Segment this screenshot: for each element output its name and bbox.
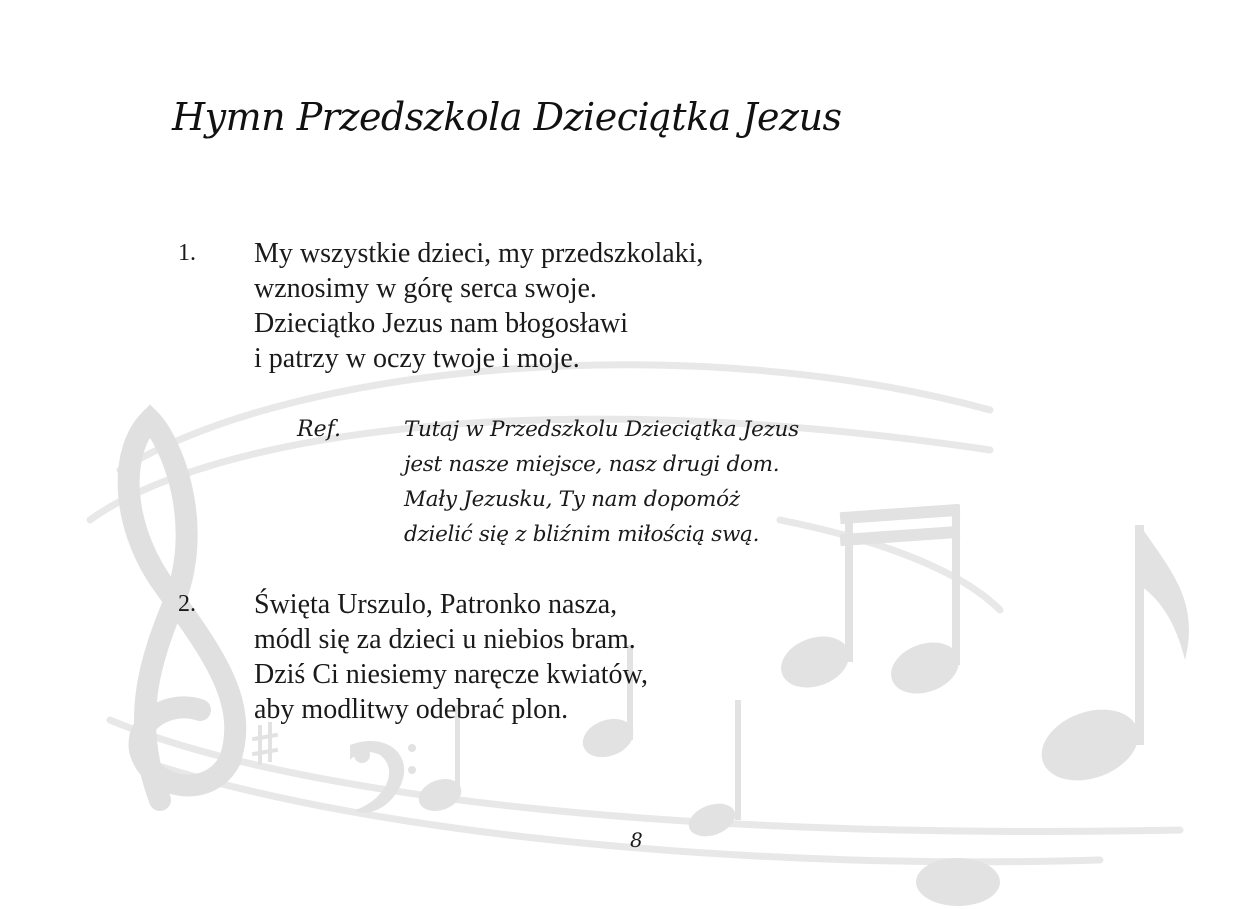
verse-line: My wszystkie dzieci, my przedszkolaki, [254,238,704,269]
refrain-line: jest nasze miejsce, nasz drugi dom. [404,452,780,477]
page-number: 8 [630,828,643,852]
refrain-lines [404,412,799,552]
verse-number: 2. [178,591,196,617]
verse-number: 1. [178,240,196,266]
refrain-line: Mały Jezusku, Ty nam dopomóż [404,487,740,512]
refrain-line: Tutaj w Przedszkolu Dzieciątka Jezus [404,417,799,442]
verse-lines [254,587,648,727]
verse-line: i patrzy w oczy twoje i moje. [254,343,580,374]
verse-line: Dziś Ci niesiemy naręcze kwiatów, [254,659,648,690]
page-title: Hymn Przedszkola Dzieciątka Jezus [172,95,842,139]
refrain-line: dzielić się z bliźnim miłością swą. [404,522,760,547]
refrain-label: Ref. [297,417,341,442]
verse-line: módl się za dzieci u niebios bram. [254,624,636,655]
verse-lines [254,236,703,376]
verse-line: Dzieciątko Jezus nam błogosławi [254,308,629,339]
verse-line: Święta Urszulo, Patronko nasza, [254,589,618,620]
verse-line: aby modlitwy odebrać plon. [254,694,569,725]
verse-line: wznosimy w górę serca swoje. [254,273,597,304]
